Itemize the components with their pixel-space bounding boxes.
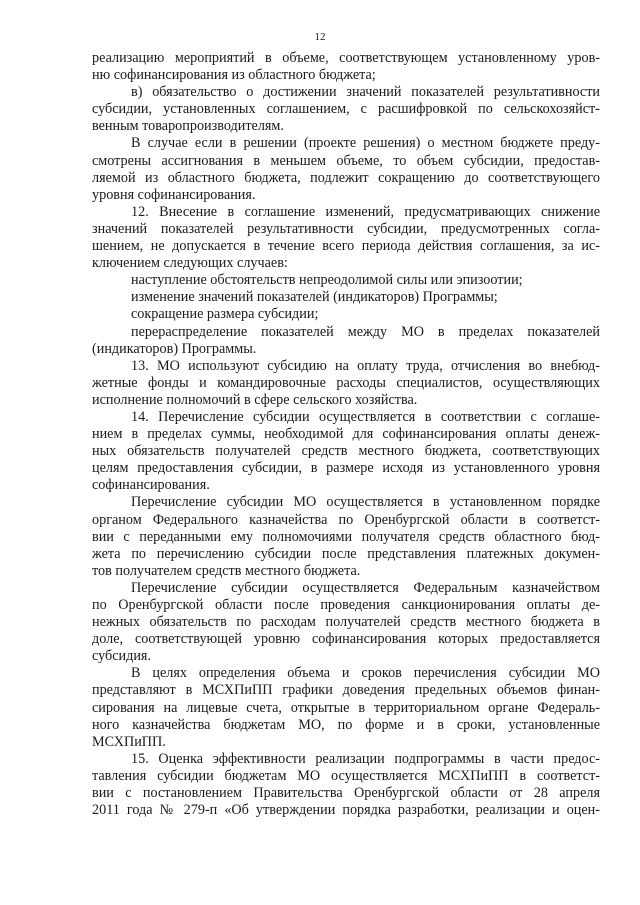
text-line: реализацию мероприятий в объеме, соответствующем установленному уров-	[92, 50, 600, 66]
text-line: (индикаторов) Программы.	[92, 340, 257, 357]
text-line: В случае если в решении (проекте решения) о местном бюджете преду-	[131, 135, 600, 152]
text-line: ных обязательств получателей средств местного бюджета, соответствующих	[92, 443, 600, 460]
text-line: МСХПиПП.	[92, 733, 166, 750]
text-line: перераспределение показателей между МО в пределах показателей	[131, 323, 600, 340]
page-number: 12	[314, 31, 326, 43]
text-line: нием в пределах суммы, необходимой для софинансирования оплаты денеж-	[92, 426, 600, 443]
text-line: жетные фонды и командировочные расходы специалистов, осуществляющих	[92, 374, 600, 391]
text-line: тавления субсидии бюджетам МО осуществляется МСХПиПП в соответст-	[92, 767, 600, 784]
text-line: субсидия.	[92, 648, 152, 665]
text-line: целям предоставления субсидии, в размере исходя из установленного уровня	[92, 460, 600, 477]
text-line: 15. Оценка эффективности реализации подпрограммы в части предос-	[131, 750, 600, 767]
text-line: В целях определения объема и сроков перечисления субсидии МО	[131, 665, 600, 682]
text-line: наступление обстоятельств непреодолимой силы или эпизоотии;	[131, 272, 523, 289]
text-line: сирования на лицевые счета, открытые в территориальном органе Федераль-	[92, 699, 600, 716]
body-text	[92, 50, 600, 819]
text-line: софинансирования.	[92, 477, 210, 494]
text-line: 14. Перечисление субсидии осуществляется в соответствии с соглаше-	[131, 408, 600, 425]
text-line: исполнение полномочий в сфере сельского хозяйства.	[92, 391, 418, 408]
text-line: ключением следующих случаев:	[92, 255, 288, 272]
text-line: представляют в МСХПиПП графики доведения предельных объемов финан-	[92, 682, 600, 699]
text-line: вии с переданными ему полномочиями получателя средств областного бюд-	[92, 528, 600, 545]
text-line: доле, соответствующей уровню софинансирования которых предоставляется	[92, 631, 600, 648]
text-line: значений показателей результативности субсидии, предусмотренных согла-	[92, 220, 600, 237]
text-line: Перечисление субсидии МО осуществляется в установленном порядке	[131, 494, 600, 511]
text-line: в) обязательство о достижении значений показателей результативности	[131, 84, 600, 101]
text-line: Перечисление субсидии осуществляется Федеральным казначейством	[131, 579, 600, 596]
text-line: 13. МО используют субсидию на оплату труда, отчисления во внебюд-	[131, 357, 600, 374]
text-line: вии с постановлением Правительства Оренбургской области от 28 апреля	[92, 785, 600, 802]
text-line: ного казначейства бюджетам МО, по форме и в сроки, установленные	[92, 716, 600, 733]
text-line: смотрены ассигнования в меньшем объеме, то объем субсидии, предостав-	[92, 152, 600, 169]
text-line: жета по перечислению субсидии после представления платежных докумен-	[92, 545, 600, 562]
text-line: по Оренбургской области после проведения санкционирования оплаты де-	[92, 597, 600, 613]
text-line: шением, не допускается в течение всего периода действия соглашения, за ис-	[92, 238, 600, 255]
text-line: венным товаропроизводителям.	[92, 118, 284, 135]
text-line: органом Федерального казначейства по Оренбургской области в соответст-	[92, 511, 600, 528]
text-line: ню софинансирования из областного бюджета;	[92, 67, 376, 84]
text-line: тов получателем средств местного бюджета.	[92, 562, 361, 579]
text-line: 2011 года № 279-п «Об утверждении порядка разработки, реализации и оцен-	[92, 802, 600, 819]
text-line: нежных обязательств по расходам получателей средств местного бюджета в	[92, 614, 600, 631]
text-line: изменение значений показателей (индикаторов) Программы;	[131, 289, 498, 306]
text-line: ляемой из областного бюджета, подлежит сокращению до соответствующего	[92, 169, 600, 186]
text-line: субсидии, установленных соглашением, с расшифровкой по сельскохозяйст-	[92, 101, 600, 118]
text-line: уровня софинансирования.	[92, 186, 256, 203]
text-line: сокращение размера субсидии;	[131, 306, 319, 323]
text-line: 12. Внесение в соглашение изменений, предусматривающих снижение	[131, 203, 600, 220]
